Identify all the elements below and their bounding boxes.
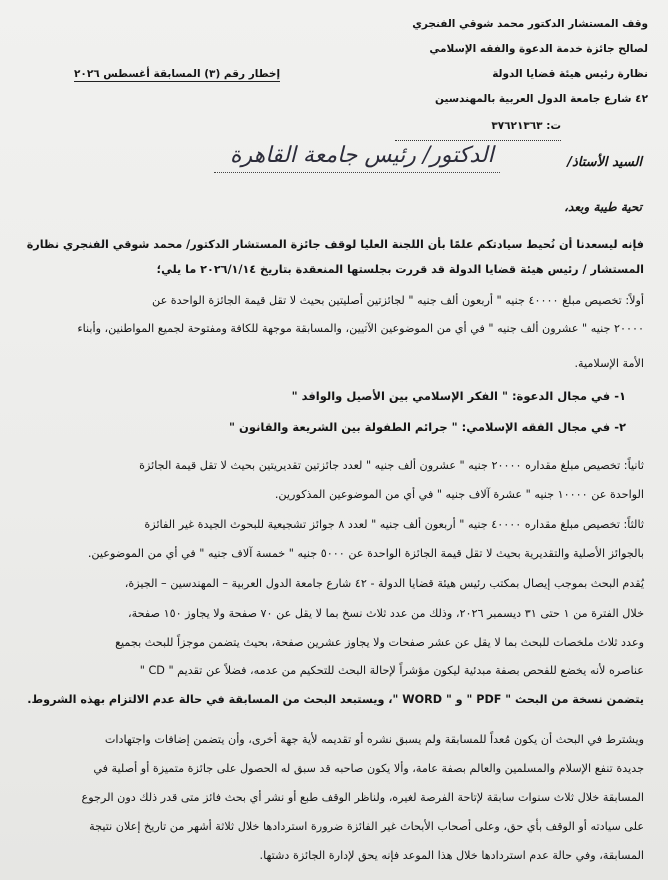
notice-number: إخطار رقم (٣) المسابقة أغسطس ٢٠٢٦ bbox=[74, 68, 281, 80]
intro-line-2: المستشار / رئيس هيئة قضايا الدولة قد قررت بجلستها المنعقدة بتاريخ ٢٠٢٦/١/١٤ ما يلي؛ bbox=[156, 263, 644, 276]
topic-fiqh: ٢- في مجال الفقه الإسلامي: " جرائم الطفولة بين الشريعة والقانون " bbox=[229, 420, 626, 434]
header-line-prize: لصالح جائزة خدمة الدعوة والفقه الإسلامي bbox=[429, 43, 648, 55]
condition-line-1: ويشترط في البحث أن يكون مُعداً للمسابقة ولم يسبق نشره أو تقديمه لأية جهة أخرى، وأن يتضمن إضافات واجتهادات bbox=[104, 733, 644, 746]
handwritten-addressee: الدكتور/ رئيس جامعة القاهرة bbox=[230, 143, 494, 168]
header-line-waqf: وقف المستشار الدكتور محمد شوقي الفنجري bbox=[412, 18, 648, 30]
topic-dawa: ١- في مجال الدعوة: " الفكر الإسلامي بين الأصيل والوافد " bbox=[291, 389, 626, 403]
submission-line-5: يتضمن نسخة من البحث " PDF " و " WORD "، ويستبعد البحث من المسابقة في حالة عدم الالتزام بهذه الشروط. bbox=[27, 693, 644, 706]
submission-line-3: وعدد ثلاث ملخصات للبحث بما لا يقل عن عشر صفحات ولا يجاوز عشرين صفحة، بحيث يتضمن موجزاً للبحث بجميع bbox=[115, 636, 644, 649]
first-line-1: أولاً: تخصيص مبلغ ٤٠٠٠٠ جنيه " أربعون ألف جنيه " لجائزتين أصليتين بحيث لا تقل قيمة الجائزة الواحدة عن bbox=[152, 294, 644, 307]
condition-line-4: على سيادته أو الوقف بأي حق، وعلى أصحاب الأبحاث غير الفائزة ضرورة استردادها خلال ثلاثة أشهر من تاريخ إعلان نتيجة bbox=[89, 820, 644, 833]
second-line-1: ثانياً: تخصيص مبلغ مقداره ٢٠٠٠٠ جنيه " عشرون ألف جنيه " لعدد جائزتين تقديريتين بحيث لا تقل قيمة الجائزة bbox=[139, 459, 644, 472]
third-line-1: ثالثاً: تخصيص مبلغ مقداره ٤٠٠٠٠ جنيه " أربعون ألف جنيه " لعدد ٨ جوائز تشجيعية للبحوث الجيدة غير الفائزة bbox=[144, 518, 644, 531]
addressee-dotted-line bbox=[214, 172, 500, 173]
submission-line-4: عناصره لأنه يخضع للفحص بصفة مبدئية ليكون مؤشراً لإحالة البحث للتحكيم من عدمه، فضلاً عن تقديم " CD " bbox=[139, 664, 644, 677]
condition-line-3: المسابقة خلال ثلاث سنوات سابقة لإتاحة الفرصة لغيره، ولناظر الوقف طبع أو نشر أي بحث فائز متى قدر ذلك دون الرجوع bbox=[81, 791, 644, 804]
header-line-address: ٤٢ شارع جامعة الدول العربية بالمهندسين bbox=[435, 93, 648, 105]
condition-line-5: المسابقة، وفي حالة عدم استردادها خلال هذا الموعد فإنه يحق لإدارة الجائزة دشتها. bbox=[259, 849, 644, 862]
submission-line-2: خلال الفترة من ١ حتى ٣١ ديسمبر ٢٠٢٦، وذلك من عدد ثلاث نسخ بما لا يقل عن ٧٠ صفحة ولا يجاوز ١٥٠ صفحة، bbox=[128, 607, 644, 620]
intro-line-1: فإنه ليسعدنا أن نُحيط سيادتكم علمًا بأن اللجنة العليا لوقف جائزة المستشار الدكتور/ محمد شوقي الفنجري نظارة bbox=[26, 238, 644, 251]
phone-underline bbox=[395, 140, 561, 141]
salutation-label: السيد الأستاذ/ bbox=[567, 155, 642, 170]
second-line-2: الواحدة عن ١٠٠٠٠ جنيه " عشرة آلاف جنيه " في أي من الموضوعين المذكورين. bbox=[274, 488, 644, 501]
submission-line-1: يُقدم البحث بموجب إيصال بمكتب رئيس هيئة قضايا الدولة - ٤٢ شارع جامعة الدول العربية – المهندسين – الجيزة، bbox=[124, 577, 644, 590]
greeting: تحية طيبة وبعد، bbox=[564, 200, 642, 214]
third-line-2: بالجوائز الأصلية والتقديرية بحيث لا تقل قيمة الجائزة الواحدة عن ٥٠٠٠ جنيه " خمسة آلاف جنيه " في أي من الموضوعين. bbox=[87, 547, 644, 560]
first-line-2: ٢٠٠٠٠ جنيه " عشرون ألف جنيه " في أي من الموضوعين الآتيين، والمسابقة موجهة للكافة ومفتوحة لجميع المواطنين، وأبناء bbox=[77, 322, 644, 335]
first-line-3: الأمة الإسلامية. bbox=[574, 357, 644, 370]
header-line-nazara: نظارة رئيس هيئة قضايا الدولة bbox=[492, 68, 648, 80]
condition-line-2: جديدة تنفع الإسلام والمسلمين والعالم بصفة عامة، وألا يكون صاحبه قد سبق له الحصول على جائزة متميزة أو أصلية في bbox=[93, 762, 644, 775]
header-line-phone: ت: ٣٧٦٢١٣٦٣ bbox=[491, 120, 561, 132]
